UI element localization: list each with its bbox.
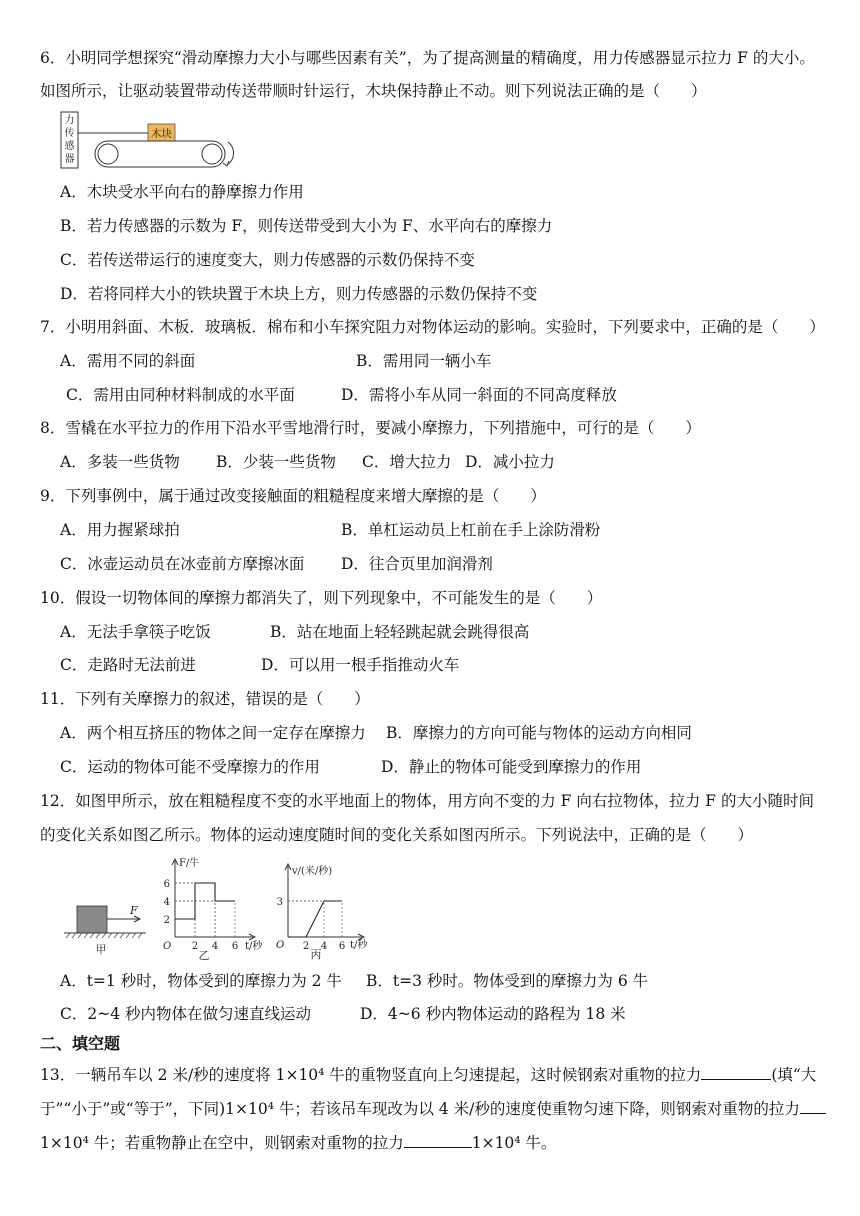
y-axis-label: v/(米/秒)	[292, 866, 333, 877]
q8-option-c: C．增大拉力	[362, 453, 452, 471]
q6-stem-line2: 如图所示，让驱动装置带动传送带顺时针运行，木块保持静止不动。则下列说法正确的是（ ）	[40, 82, 707, 100]
q9-option-d: D．往合页里加润滑剂	[341, 555, 493, 573]
q12-chart-yi	[155, 855, 270, 960]
force-label: F	[130, 904, 138, 917]
q12-option-a: A．t=1 秒时，物体受到的摩擦力为 2 牛	[60, 972, 342, 990]
q9-option-a: A．用力握紧球拍	[60, 521, 180, 539]
q10-option-c: C．走路时无法前进	[60, 656, 196, 674]
q12-stem-line2: 的变化关系如图乙所示。物体的运动速度随时间的变化关系如图丙所示。下列说法中，正确的是（ ）	[40, 826, 754, 844]
q13-line3: 1×10⁴ 牛；若重物静止在空中，则钢索对重物的拉力 1×10⁴ 牛。	[40, 1131, 556, 1153]
conveyor-belt	[95, 141, 225, 167]
q8-option-b: B．少装一些货物	[216, 453, 336, 471]
x-tick-label: 2	[191, 941, 199, 952]
x-tick-label: 6	[231, 941, 239, 952]
q12-chart-bing	[270, 860, 380, 960]
q12-option-d: D．4~6 秒内物体运动的路程为 18 米	[360, 1005, 626, 1023]
caption-bing: 丙	[310, 948, 322, 960]
y-axis-label: F/牛	[179, 858, 200, 869]
q9-option-b: B．单杠运动员上杠前在手上涂防滑粉	[341, 521, 601, 539]
q10-stem: 10．假设一切物体间的摩擦力都消失了，则下列现象中，不可能发生的是（ ）	[40, 589, 603, 607]
q11-option-a: A．两个相互挤压的物体之间一定存在摩擦力	[60, 724, 366, 742]
q7-option-a: A．需用不同的斜面	[60, 352, 196, 370]
q8-stem: 8．雪橇在水平拉力的作用下沿水平雪地滑行时，要减小摩擦力，下列措施中，可行的是（ ）	[40, 419, 701, 437]
q9-option-c: C．冰壶运动员在冰壶前方摩擦冰面	[60, 555, 305, 573]
caption-yi: 乙	[198, 949, 210, 960]
caption-jia: 甲	[95, 943, 107, 956]
q11-option-b: B．摩擦力的方向可能与物体的运动方向相同	[386, 724, 692, 742]
q12-stem-line1: 12．如图甲所示，放在粗糙程度不变的水平地面上的物体，用方向不变的力 F 向右拉物体，拉力 F 的大小随时间	[40, 792, 814, 810]
q12-option-b: B．t=3 秒时。物体受到的摩擦力为 6 牛	[366, 972, 649, 990]
q6-option-c: C．若传送带运行的速度变大，则力传感器的示数仍保持不变	[60, 251, 475, 269]
q12-figure-jia	[60, 895, 155, 957]
q13-blank-3[interactable]	[404, 1131, 472, 1148]
q6-option-a: A．木块受水平向右的静摩擦力作用	[60, 183, 304, 201]
y-tick-label: 2	[163, 915, 170, 926]
q11-stem: 11．下列有关摩擦力的叙述，错误的是（ ）	[40, 690, 370, 708]
q8-option-d: D．减小拉力	[465, 453, 555, 471]
clockwise-arrow	[227, 142, 234, 165]
x-axis-label: t/秒	[245, 941, 263, 952]
object-block	[77, 906, 107, 933]
x-axis-label: t/秒	[350, 940, 368, 951]
q13-line1: 13．一辆吊车以 2 米/秒的速度将 1×10⁴ 牛的重物竖直向上匀速提起，这时候钢索对重物的拉力 (填“大	[40, 1063, 816, 1085]
q11-option-c: C．运动的物体可能不受摩擦力的作用	[60, 758, 320, 776]
y-tick-label: 4	[163, 897, 170, 908]
x-tick-label: 6	[338, 941, 346, 952]
svg-text:传: 传	[64, 128, 75, 139]
wooden-block-label: 木块	[151, 128, 172, 140]
y-tick-label: 3	[276, 897, 283, 908]
x-tick-label: 4	[320, 941, 328, 952]
q13-line2: 于”“小于”或“等于”，下同)1×10⁴ 牛；若该吊车现改为以 4 米/秒的速度使重物匀速下降，则钢索对重物的拉力	[40, 1097, 826, 1119]
svg-text:感: 感	[64, 141, 75, 152]
q8-option-a: A．多装一些货物	[60, 453, 180, 471]
y-tick-label: 6	[163, 879, 170, 890]
q10-option-d: D．可以用一根手指推动火车	[261, 656, 460, 674]
q9-stem: 9．下列事例中，属于通过改变接触面的粗糙程度来增大摩擦的是（ ）	[40, 487, 546, 505]
svg-text:器: 器	[64, 154, 75, 165]
origin-label: O	[276, 940, 285, 951]
q12-option-c: C．2~4 秒内物体在做匀速直线运动	[60, 1005, 311, 1023]
q10-option-a: A．无法手拿筷子吃饭	[60, 623, 211, 641]
section-fill-in-title: 二、填空题	[40, 1034, 121, 1053]
q7-option-d: D．需将小车从同一斜面的不同高度释放	[341, 386, 617, 404]
x-tick-label: 4	[211, 941, 219, 952]
q6-figure	[60, 110, 245, 172]
ground-hatch	[66, 933, 142, 938]
x-tick-label: 2	[302, 941, 310, 952]
q10-option-b: B．站在地面上轻轻跳起就会跳得很高	[270, 623, 530, 641]
q7-option-c: C．需用由同种材料制成的水平面	[66, 386, 295, 404]
q6-option-d: D．若将同样大小的铁块置于木块上方，则力传感器的示数仍保持不变	[60, 285, 538, 303]
q7-option-b: B．需用同一辆小车	[356, 352, 492, 370]
svg-text:力: 力	[64, 115, 75, 126]
q13-blank-1[interactable]	[701, 1063, 771, 1080]
q13-blank-2[interactable]	[800, 1097, 826, 1114]
q6-stem-line1: 6．小明同学想探究“滑动摩擦力大小与哪些因素有关”，为了提高测量的精确度，用力传感器显示拉力 F 的大小。	[40, 49, 815, 67]
data-line	[288, 901, 342, 937]
q11-option-d: D．静止的物体可能受到摩擦力的作用	[381, 758, 642, 776]
q6-option-b: B．若力传感器的示数为 F，则传送带受到大小为 F、水平向右的摩擦力	[60, 217, 553, 235]
q7-stem: 7．小明用斜面、木板．玻璃板．棉布和小车探究阻力对物体运动的影响。实验时，下列要求中，正确的是（ ）	[40, 318, 825, 336]
origin-label: O	[163, 941, 172, 952]
